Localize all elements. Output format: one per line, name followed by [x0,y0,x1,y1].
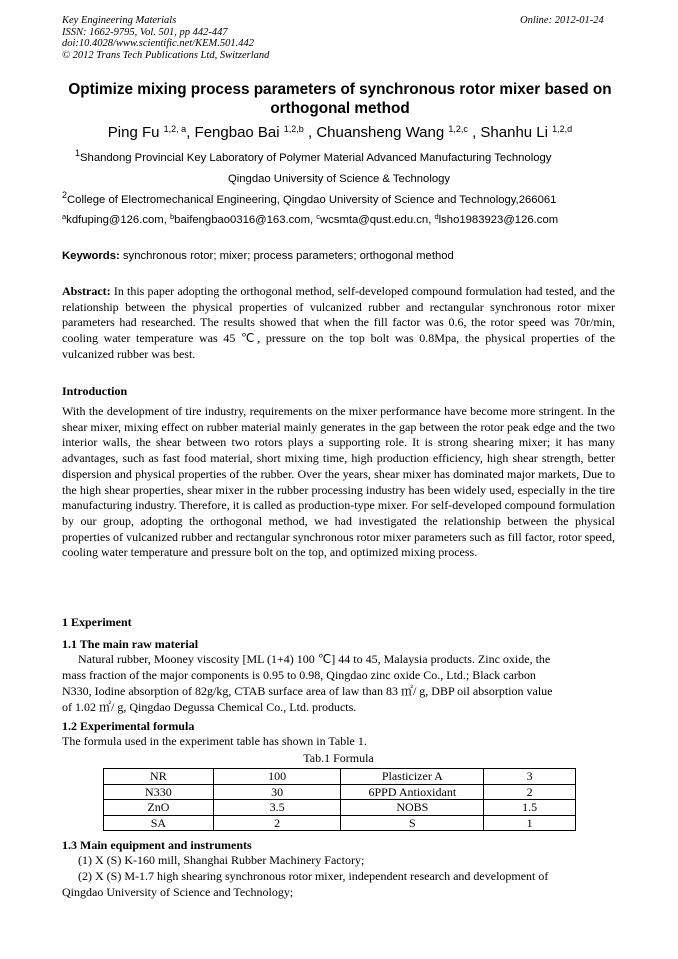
equipment-line: Qingdao University of Science and Technology; [62,885,294,899]
author-name: Fengbao Bai [194,124,280,141]
table-cell: 2 [484,784,576,800]
abstract-label: Abstract: [62,284,111,298]
table-cell: 1 [484,815,576,831]
paper-title: Optimize mixing process parameters of synchronous rotor mixer based on orthogonal method [68,81,612,117]
affiliation-text: College of Electromechanical Engineering, Qingdao University of Science and Technology,266061 [67,194,557,206]
keywords-text: synchronous rotor; mixer; process parameters; orthogonal method [119,250,454,262]
email-link[interactable]: lsho1983923@126.com [438,214,559,226]
email-link[interactable]: kdfuping@126.com [66,214,164,226]
section-experiment-heading: 1 Experiment [62,615,132,629]
table-cell: 30 [213,784,341,800]
table-cell: 2 [213,815,341,831]
section-1-1-heading: 1.1 The main raw material [62,637,199,651]
table-cell: SA [104,815,214,831]
raw-material-line: N330, Iodine absorption of 82g/kg, CTAB surface area of law than 83 ㎡/ g, DBP oil absorption value [62,684,553,698]
equipment-line: (1) X (S) K-160 mill, Shanghai Rubber Machinery Factory; [78,853,365,867]
author-affiliation-mark: 1,2,b [283,124,304,134]
email-link[interactable]: baifengbao0316@163.com [174,214,310,226]
table-cell: NR [104,769,214,785]
raw-material-line: of 1.02 ㎡/ g, Qingdao Degussa Chemical Co., Ltd. products. [62,700,357,714]
journal-header [62,15,269,61]
journal-name: Key Engineering Materials [62,15,177,26]
affiliation-1 [75,148,552,165]
author-name: Chuansheng Wang [316,124,445,141]
keywords-label: Keywords: [62,250,120,262]
author-name: Ping Fu [107,124,160,141]
abstract [62,284,615,363]
table-cell: 3 [484,769,576,785]
affiliation-text: Shandong Provincial Key Laboratory of Polymer Material Advanced Manufacturing Technology [80,152,552,164]
affiliation-mark: 2 [62,190,68,200]
raw-material-line: mass fraction of the major components is 0.95 to 0.98, Qingdao zinc oxide Co., Ltd.; Black carbon [62,668,536,682]
table-cell: 100 [213,769,341,785]
author-list: Ping Fu $^{1,2, a}$, Fengbao Bai $^{1,2,b}$ , Chuansheng Wang $^{1,2,c}$ , Shanhu Li $^{1,2,d}$ [107,124,573,141]
table-cell: 3.5 [213,800,341,816]
table-cell: 1.5 [484,800,576,816]
author-affiliation-mark: 1,2,c [448,124,468,134]
formula-intro: The formula used in the experiment table has shown in Table 1. [62,734,367,748]
email-list: $^a$kdfuping@126.com, $^b$baifengbao0316@163.com, $^c$wcsmta@qust.edu.cn, $^d$lsho1983923@126.com [62,212,559,226]
affiliation-1-university: Qingdao University of Science & Technology [227,173,451,185]
section-1-2-heading: 1.2 Experimental formula [62,719,195,733]
author-affiliation-mark: 1,2,d [552,124,573,134]
introduction-text: With the development of tire industry, requirements on the mixer performance have become more stringent. In the shear mixer, mixing effect on rubber material mainly generates in the gap between the rotor peak edge and the two interior walls, the shear between two rotors plays a supporting role. It is strong shearing mixer; it has many advantages, such as fast food material, short mixing time, high production efficiency, high shear strength, better dispersion and physical properties of the rubber. Over the years, shear mixer has dominated major markets, Due to the high shear properties, shear mixer in the rubber processing industry has been widely used, especially in the tire manufacturing industry. Therefore, it is called as production-type mixer. For self-developed compound formulation by our group, adopting the orthogonal method, we had investigated the relationship between the physical properties of vulcanized rubber and rectangular synchronous rotor mixer parameters such as fill factor, rotor speed, cooling water temperature and pressure bolt on the top, and optimized mixing process. [62,404,615,560]
table-cell: S [341,815,484,831]
table-row [104,769,576,785]
introduction-heading: Introduction [62,384,128,398]
copyright: © 2012 Trans Tech Publications Ltd, Switzerland [62,49,270,61]
table-cell: ZnO [104,800,214,816]
table-row [104,784,576,800]
abstract-text: In this paper adopting the orthogonal method, self-developed compound formulation had tested, and the relationship between the physical properties of vulcanized rubber and rectangular synchronous rotor mixer parameters had researched. The results showed that when the fill factor was 0.6, the rotor speed was 70r/min, cooling water temperature was 45 ℃, pressure on the top bolt was 0.8Mpa, the physical properties of the vulcanized rubber was best. [62,284,615,361]
raw-material-line: Natural rubber, Mooney viscosity [ML (1+4) 100 ℃] 44 to 45, Malaysia products. Zinc oxide, the [78,652,551,666]
affiliation-2 [62,190,557,207]
table-cell: Plasticizer A [341,769,484,785]
formula-table [103,768,576,831]
table-row [104,815,576,831]
author-affiliation-mark: 1,2, a [163,124,187,134]
table-cell: 6PPD Antioxidant [341,784,484,800]
author-name: Shanhu Li [480,124,548,141]
doi: doi:10.4028/www.scientific.net/KEM.501.442 [62,38,254,50]
online-date: Online: 2012-01-24 [520,15,604,26]
table-row [104,800,576,816]
table-caption: Tab.1 Formula [303,751,374,765]
issn: ISSN: 1662-9795, Vol. 501, pp 442-447 [62,26,228,38]
table-cell: N330 [104,784,214,800]
keywords [62,249,454,263]
section-1-3-heading: 1.3 Main equipment and instruments [62,838,252,852]
equipment-line: (2) X (S) M-1.7 high shearing synchronous rotor mixer, independent research and development of [78,869,549,883]
email-link[interactable]: wcsmta@qust.edu.cn [320,214,429,226]
table-cell: NOBS [341,800,484,816]
affiliation-mark: 1 [75,148,81,158]
